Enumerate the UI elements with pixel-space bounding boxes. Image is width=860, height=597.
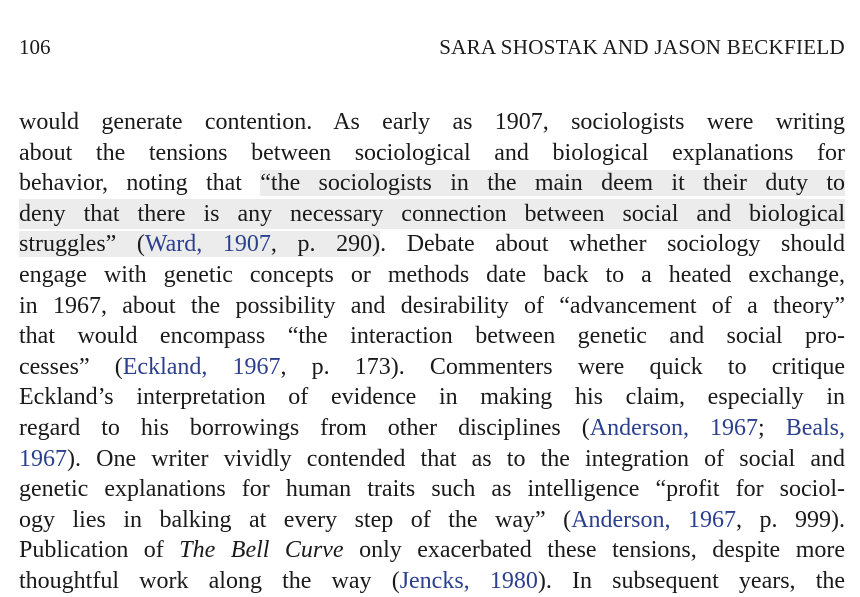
text-line-highlighted xyxy=(19,199,845,230)
text-line xyxy=(19,168,845,199)
text-span: ). One writer vividly contended that as to the integration of social and xyxy=(67,445,845,472)
text-line xyxy=(19,321,845,352)
text-span: only exacerbated these tensions, despite more xyxy=(343,537,845,564)
highlighted-quote: “the sociologists in the main deem it their duty to xyxy=(260,170,845,197)
text-span: struggles” ( xyxy=(19,231,145,258)
text-span: behavior, noting that xyxy=(19,170,261,197)
book-title: The Bell Curve xyxy=(179,537,344,564)
text-line xyxy=(19,566,845,597)
text-span: Eckland’s interpretation of evidence in making his claim, especially in xyxy=(19,384,845,411)
text-span: thoughtful work along the way ( xyxy=(19,567,400,594)
text-span: in 1967, about the possibility and desirability of “advancement of a theory” xyxy=(19,292,845,319)
text-span: cesses” ( xyxy=(19,353,123,380)
text-line xyxy=(19,260,845,291)
text-line xyxy=(19,474,845,505)
text-span: genetic explanations for human traits such as intelligence “profit for sociol- xyxy=(19,476,845,503)
document-page xyxy=(19,0,845,597)
text-line xyxy=(19,505,845,536)
text-span: ogy lies in balking at every step of the way” ( xyxy=(19,506,572,533)
text-line xyxy=(19,291,845,322)
running-header xyxy=(19,34,845,60)
citation-link-anderson-1967-second[interactable]: Anderson, 1967 xyxy=(571,506,737,533)
text-span: . Debate about whether sociology should xyxy=(380,231,845,258)
text-span: about the tensions between sociological and biological explanations for xyxy=(19,139,845,166)
text-span: regard to his borrowings from other disciplines ( xyxy=(19,414,590,441)
citation-link-eckland-1967[interactable]: Eckland, 1967 xyxy=(122,353,281,380)
text-line xyxy=(19,444,845,475)
text-line xyxy=(19,107,845,138)
text-span: that would encompass “the interaction between genetic and social pro- xyxy=(19,323,845,350)
text-line xyxy=(19,382,845,413)
text-span: ). In subsequent years, the xyxy=(537,567,846,594)
text-span: engage with genetic concepts or methods date back to a heated exchange, xyxy=(19,261,845,288)
text-line xyxy=(19,352,845,383)
text-line xyxy=(19,535,845,566)
body-paragraph xyxy=(19,107,845,597)
text-span: , p. 290) xyxy=(270,231,381,258)
highlighted-quote: deny that there is any necessary connection between social and biological xyxy=(19,200,845,227)
text-span: ; xyxy=(758,414,786,441)
citation-link-anderson-1967[interactable]: Anderson, 1967 xyxy=(589,414,759,441)
text-line xyxy=(19,138,845,169)
text-line xyxy=(19,413,845,444)
highlighted-quote xyxy=(19,231,380,257)
text-span: would generate contention. As early as 1907, sociologists were writing xyxy=(19,109,845,135)
citation-link-beals-1967-year[interactable]: 1967 xyxy=(19,445,67,472)
text-span: , p. 999). xyxy=(736,506,846,533)
text-span: Publication of xyxy=(19,537,180,564)
header-authors: SARA SHOSTAK AND JASON BECKFIELD xyxy=(439,35,845,59)
citation-link-beals-1967[interactable]: Beals, xyxy=(785,414,846,441)
page-number: 106 xyxy=(19,35,51,59)
citation-link-jencks-1980[interactable]: Jencks, 1980 xyxy=(399,567,538,594)
citation-link-ward-1907[interactable]: Ward, 1907 xyxy=(144,231,271,258)
text-line xyxy=(19,229,845,260)
text-span: , p. 173). Commenters were quick to critique xyxy=(280,353,846,380)
